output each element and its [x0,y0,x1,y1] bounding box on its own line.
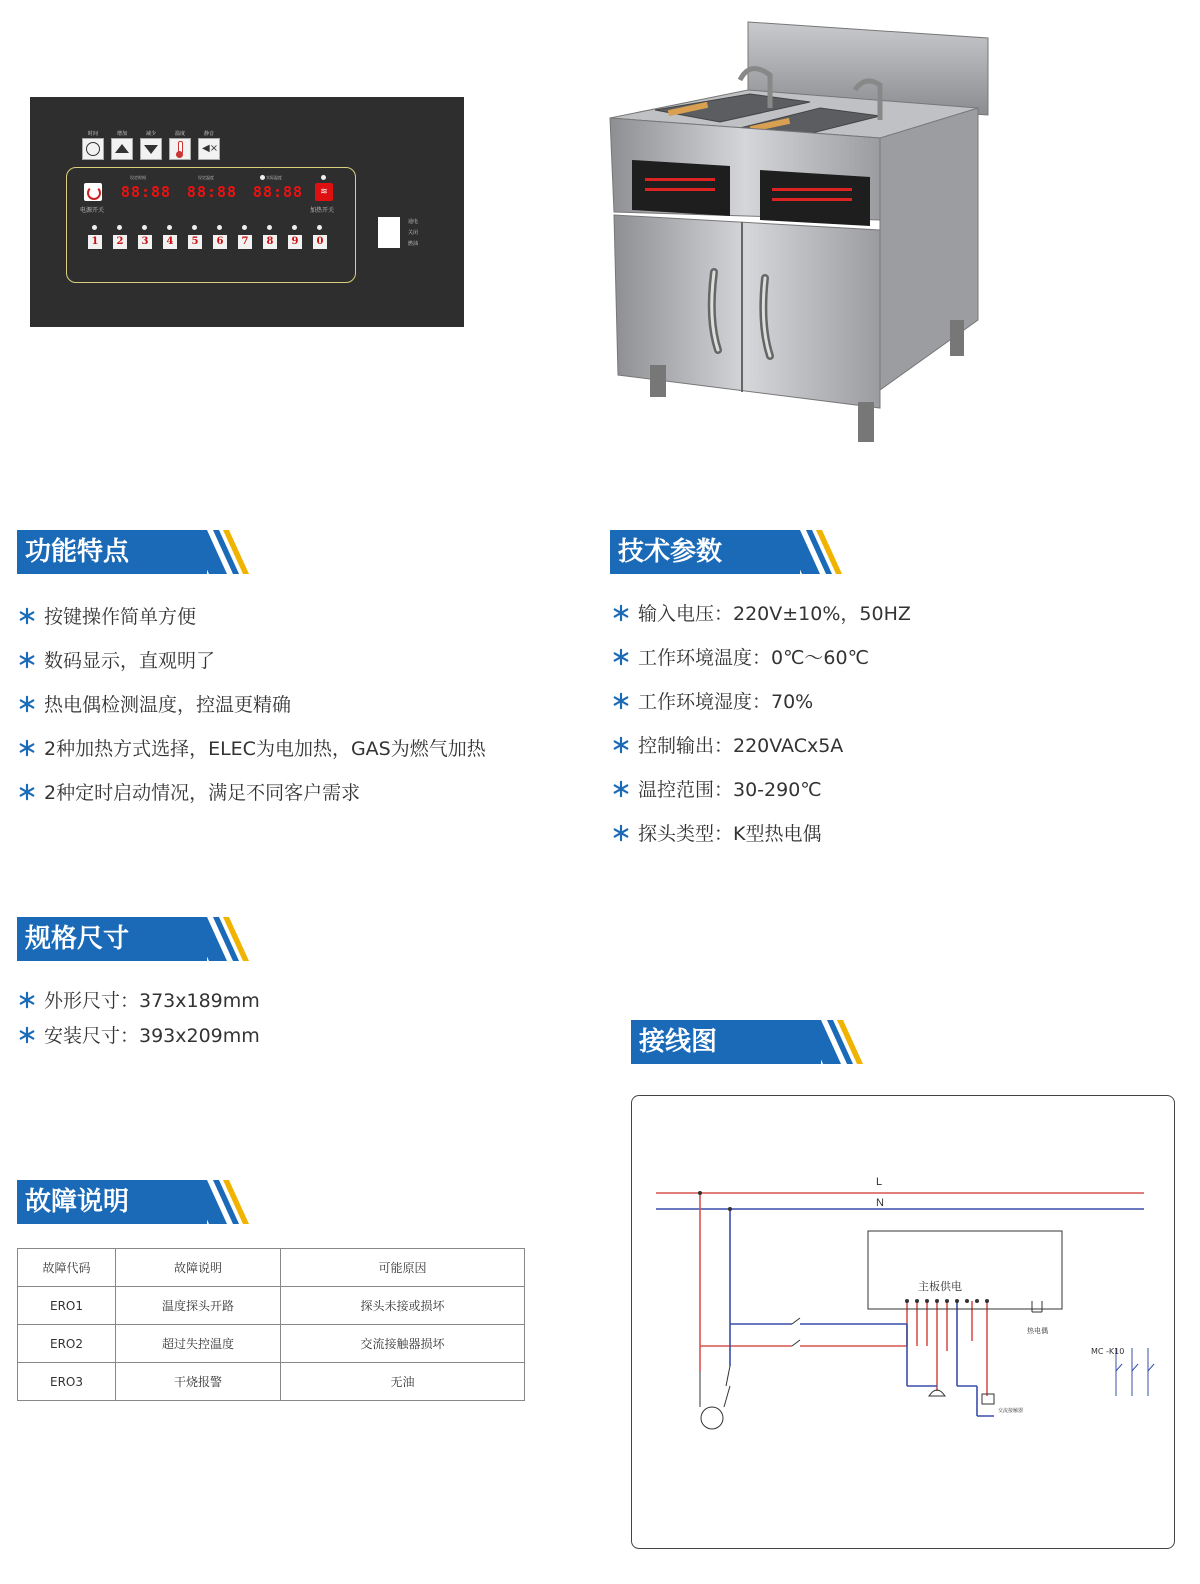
display-label: 实际温度 [266,175,282,180]
up-arrow-icon [115,144,129,153]
display-digits: 88:88 [252,183,304,201]
wiring-diagram [632,1096,1174,1548]
list-item [18,649,486,693]
number-key-led [267,225,272,230]
list-item [612,734,911,778]
number-key: 8 [263,235,277,249]
list-item [18,737,486,781]
power-icon [87,186,101,200]
list-item [612,646,911,690]
snowflake-bullet-icon [612,736,630,754]
table-cell: ERO1 [18,1287,116,1325]
number-key: 3 [138,235,152,249]
section-header-specs [610,530,840,574]
number-key: 2 [113,235,127,249]
heat-key [315,183,333,201]
number-key-led [142,225,147,230]
dimensions-list [18,989,260,1059]
list-item [612,602,911,646]
panel-key-time [82,130,104,160]
snowflake-bullet-icon [612,648,630,666]
number-key-led [117,225,122,230]
panel-key-label: 时间 [87,131,98,137]
number-key-led [242,225,247,230]
fryer-product-image [600,20,1000,450]
list-item-text: 工作环境温度：0℃～60℃ [638,647,869,669]
list-item-text: 控制输出：220VACx5A [638,735,844,757]
specs-list [612,602,911,866]
section-header-faults [17,1180,247,1224]
list-item-text: 按键操作简单方便 [44,606,197,628]
side-label: 关闭 [408,230,419,236]
display-digits: 88:88 [120,183,172,201]
contactor-coil-label: 交流接触器 [998,1408,1024,1414]
number-key: 1 [88,235,102,249]
snowflake-bullet-icon [18,991,36,1009]
snowflake-bullet-icon [18,651,36,669]
panel-key-label: 静音 [203,131,214,137]
list-item-text: 输入电压：220V±10%，50HZ [638,603,911,625]
table-cell: 干烧报警 [116,1363,281,1401]
snowflake-bullet-icon [18,695,36,713]
indicator-led [260,175,265,180]
panel-key-temp [169,130,191,160]
table-cell: 温度探头开路 [116,1287,281,1325]
power-key-label: 电源开关 [80,207,105,214]
table-cell: 交流接触器损坏 [281,1325,525,1363]
snowflake-bullet-icon [612,692,630,710]
side-label: 通电 [408,219,419,225]
number-key: 5 [188,235,202,249]
section-title: 技术参数 [618,537,723,567]
clock-icon [86,142,100,156]
snowflake-bullet-icon [612,824,630,842]
number-key-led [317,225,322,230]
table-row [18,1325,525,1363]
features-list [18,605,486,825]
line-n-label: N [876,1197,884,1209]
section-header-features [17,530,247,574]
number-key: 6 [213,235,227,249]
contactor-label: MC -K10 [1091,1347,1125,1356]
list-item [612,822,911,866]
list-item [18,989,260,1024]
display-label: 设定时间 [130,175,146,180]
table-cell: ERO3 [18,1363,116,1401]
snowflake-bullet-icon [18,783,36,801]
table-header: 可能原因 [281,1249,525,1287]
table-row [18,1363,525,1401]
number-key: 4 [163,235,177,249]
table-header-row [18,1249,525,1287]
table-header: 故障代码 [18,1249,116,1287]
list-item [18,693,486,737]
seven-seg-display [182,184,242,201]
table-cell: 探头未接或损坏 [281,1287,525,1325]
seven-seg-display [116,184,176,201]
snowflake-bullet-icon [18,607,36,625]
panel-key-down [140,130,162,160]
side-label: 燃油 [408,241,419,247]
side-indicator-window [378,217,400,248]
seven-seg-display [248,184,308,201]
list-item-text: 外形尺寸：373x189mm [44,990,260,1012]
board-label: 主板供电 [918,1280,962,1293]
table-header: 故障说明 [116,1249,281,1287]
panel-key-label: 增加 [116,131,127,137]
section-header-dimensions [17,917,247,961]
heat-key-label: 加热开关 [310,207,335,214]
section-title: 接线图 [639,1027,718,1057]
number-key-led [92,225,97,230]
number-key-led [217,225,222,230]
section-title: 功能特点 [25,537,130,567]
list-item [18,605,486,649]
snowflake-bullet-icon [18,739,36,757]
thermocouple-label: 热电偶 [1027,1327,1048,1335]
section-title: 规格尺寸 [25,924,130,954]
power-key [84,183,102,201]
list-item [612,778,911,822]
heat-icon: ≋ [320,187,328,197]
list-item-text: 安装尺寸：393x209mm [44,1025,260,1047]
panel-key-up [111,130,133,160]
indicator-led [321,175,326,180]
panel-key-mute [198,130,220,160]
panel-key-label: 温度 [174,131,185,137]
number-key: 0 [313,235,327,249]
number-key-led [192,225,197,230]
list-item-text: 探头类型：K型热电偶 [638,823,822,845]
list-item-text: 2种定时启动情况，满足不同客户需求 [44,782,361,804]
snowflake-bullet-icon [612,604,630,622]
panel-key-label: 减少 [145,131,156,137]
wiring-diagram-frame [631,1095,1175,1549]
number-key: 9 [288,235,302,249]
line-l-label: L [876,1176,883,1188]
fault-table [17,1248,525,1401]
table-row [18,1287,525,1325]
number-key-led [167,225,172,230]
list-item-text: 2种加热方式选择，ELEC为电加热，GAS为燃气加热 [44,738,486,760]
snowflake-bullet-icon [612,780,630,798]
table-cell: 超过失控温度 [116,1325,281,1363]
section-header-wiring [631,1020,861,1064]
section-title: 故障说明 [25,1187,130,1217]
list-item [18,1024,260,1059]
number-key-led [292,225,297,230]
mute-icon: ◀× [202,143,219,154]
list-item-text: 工作环境湿度：70% [638,691,814,713]
number-keys [88,235,327,249]
list-item-text: 数码显示，直观明了 [44,650,216,672]
down-arrow-icon [144,145,158,154]
list-item-text: 温控范围：30-290℃ [638,779,822,801]
list-item [18,781,486,825]
table-cell: 无油 [281,1363,525,1401]
panel-top-keys [82,130,220,160]
display-label: 设定温度 [198,175,214,180]
list-item [612,690,911,734]
display-digits: 88:88 [186,183,238,201]
number-key: 7 [238,235,252,249]
list-item-text: 热电偶检测温度，控温更精确 [44,694,292,716]
table-cell: ERO2 [18,1325,116,1363]
snowflake-bullet-icon [18,1026,36,1044]
